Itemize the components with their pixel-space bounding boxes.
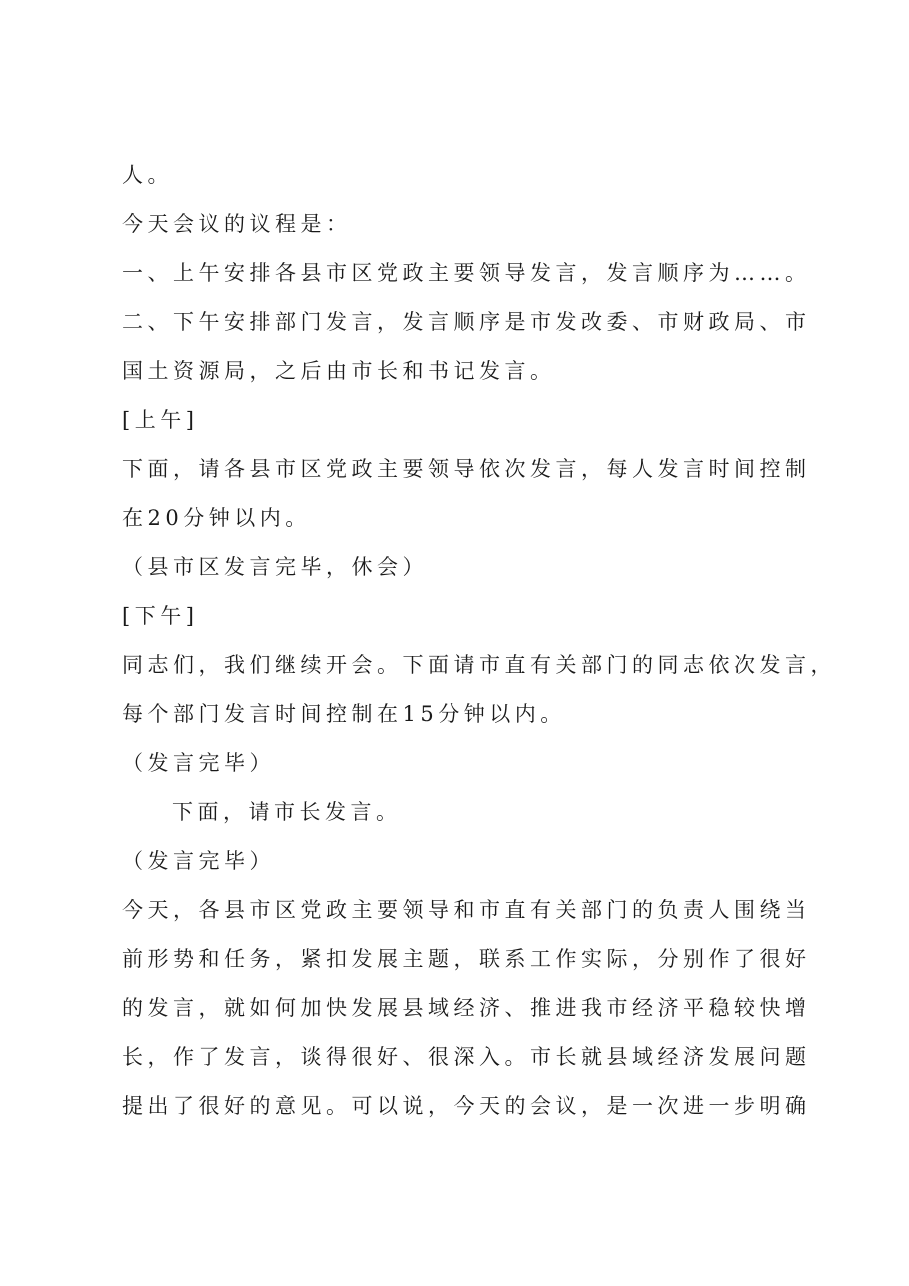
text-line: 今天，各县市区党政主要领导和市直有关部门的负责人围绕当 — [122, 898, 811, 922]
text-line: 人。 — [122, 163, 173, 187]
stage-note: （发言完毕） — [122, 849, 275, 873]
morning-section-marker: [上午] — [122, 408, 199, 432]
stage-note: （县市区发言完毕，休会） — [122, 555, 428, 579]
agenda-heading: 今天会议的议程是： — [122, 212, 352, 236]
text-line: 提出了很好的意见。可以说，今天的会议，是一次进一步明确 — [122, 1094, 811, 1118]
stage-note: （发言完毕） — [122, 751, 275, 775]
agenda-item-2: 二、下午安排部门发言，发言顺序是市发改委、市财政局、市 — [122, 310, 811, 334]
document-body — [122, 162, 836, 1142]
afternoon-section-marker: [下午] — [122, 604, 199, 628]
text-line: 每个部门发言时间控制在15分钟以内。 — [122, 702, 566, 726]
text-line: 在20分钟以内。 — [122, 506, 311, 530]
text-line: 的发言，就如何加快发展县域经济、推进我市经济平稳较快增 — [122, 996, 811, 1020]
text-line: 长，作了发言，谈得很好、很深入。市长就县域经济发展问题 — [122, 1045, 811, 1069]
agenda-item-1: 一、上午安排各县市区党政主要领导发言，发言顺序为……。 — [122, 261, 811, 285]
text-line: 同志们，我们继续开会。下面请市直有关部门的同志依次发言， — [122, 653, 836, 677]
text-line: 下面，请市长发言。 — [172, 800, 402, 824]
agenda-item-2-continued: 国土资源局，之后由市长和书记发言。 — [122, 359, 556, 383]
text-line: 前形势和任务，紧扣发展主题，联系工作实际，分别作了很好 — [122, 947, 811, 971]
text-line: 下面，请各县市区党政主要领导依次发言，每人发言时间控制 — [122, 457, 811, 481]
